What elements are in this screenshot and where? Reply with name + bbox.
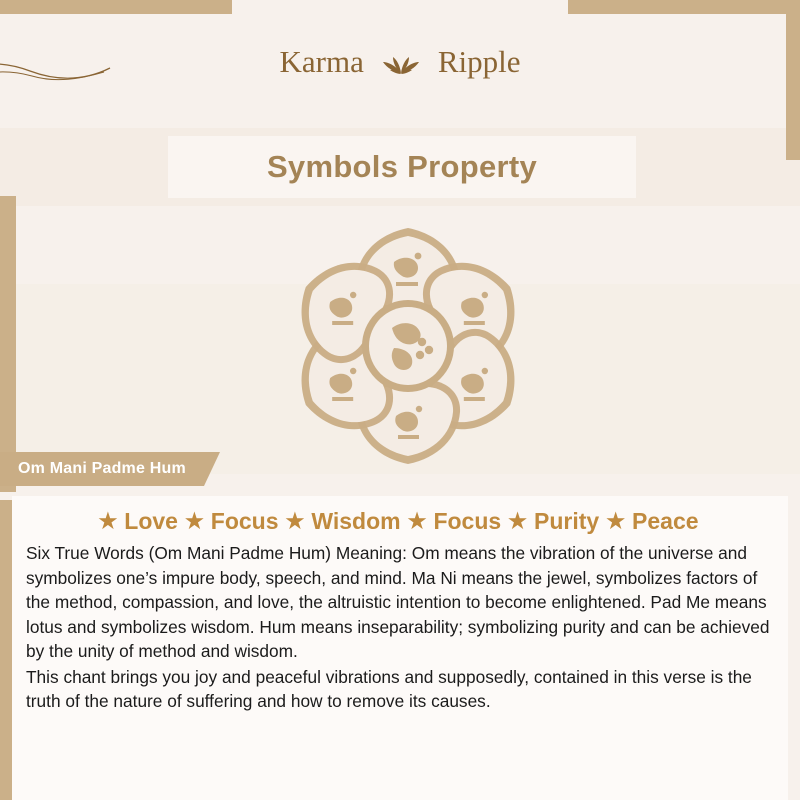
mantra-ribbon-text: Om Mani Padme Hum xyxy=(18,460,186,477)
keyword-peace: Peace xyxy=(632,508,699,534)
brand-logo xyxy=(0,44,800,80)
mandala-lotus-icon xyxy=(258,214,558,484)
brand-word-karma: Karma xyxy=(279,44,364,79)
keyword-love: Love xyxy=(124,508,178,534)
star-icon: ★ xyxy=(285,510,305,533)
lotus-icon xyxy=(370,45,432,79)
star-icon: ★ xyxy=(184,510,204,533)
corner-decoration-right xyxy=(786,0,800,160)
description-paragraph-2: This chant brings you joy and peaceful vibrations and supposedly, contained in this verse is the truth of the nature of suffering and how to remove its causes. xyxy=(26,666,752,712)
mantra-ribbon-label xyxy=(0,452,204,486)
keyword-wisdom: Wisdom xyxy=(311,508,401,534)
page-title: Symbols Property xyxy=(266,149,538,184)
star-icon: ★ xyxy=(98,510,118,533)
corner-decoration-top-left xyxy=(0,0,232,14)
star-icon: ★ xyxy=(508,510,527,533)
keyword-purity: Purity xyxy=(534,508,600,534)
corner-decoration-top-right xyxy=(568,0,800,14)
keyword-focus-1: Focus xyxy=(210,508,279,534)
star-icon: ★ xyxy=(407,510,427,533)
description-text xyxy=(26,541,774,714)
brand-word-ripple: Ripple xyxy=(437,44,521,79)
corner-decoration-left xyxy=(0,196,16,492)
keyword-focus-2: Focus xyxy=(433,508,502,534)
keyword-list xyxy=(26,508,774,535)
star-icon: ★ xyxy=(606,510,626,533)
page-title-plate xyxy=(168,136,636,198)
description-panel xyxy=(12,496,788,800)
description-paragraph-1: Six True Words (Om Mani Padme Hum) Meaning: Om means the vibration of the universe and symbolizes one’s impure body, speech, and mind. Ma Ni means the jewel, symbolizes factors of the method, compassion, and love, the altruistic intention to become enlightened. Pad Me means lotus and symbolizes wisdom. Hum means inseparability; symbolizing purity and can be achieved by the unity of method and wisdom. xyxy=(26,543,770,662)
